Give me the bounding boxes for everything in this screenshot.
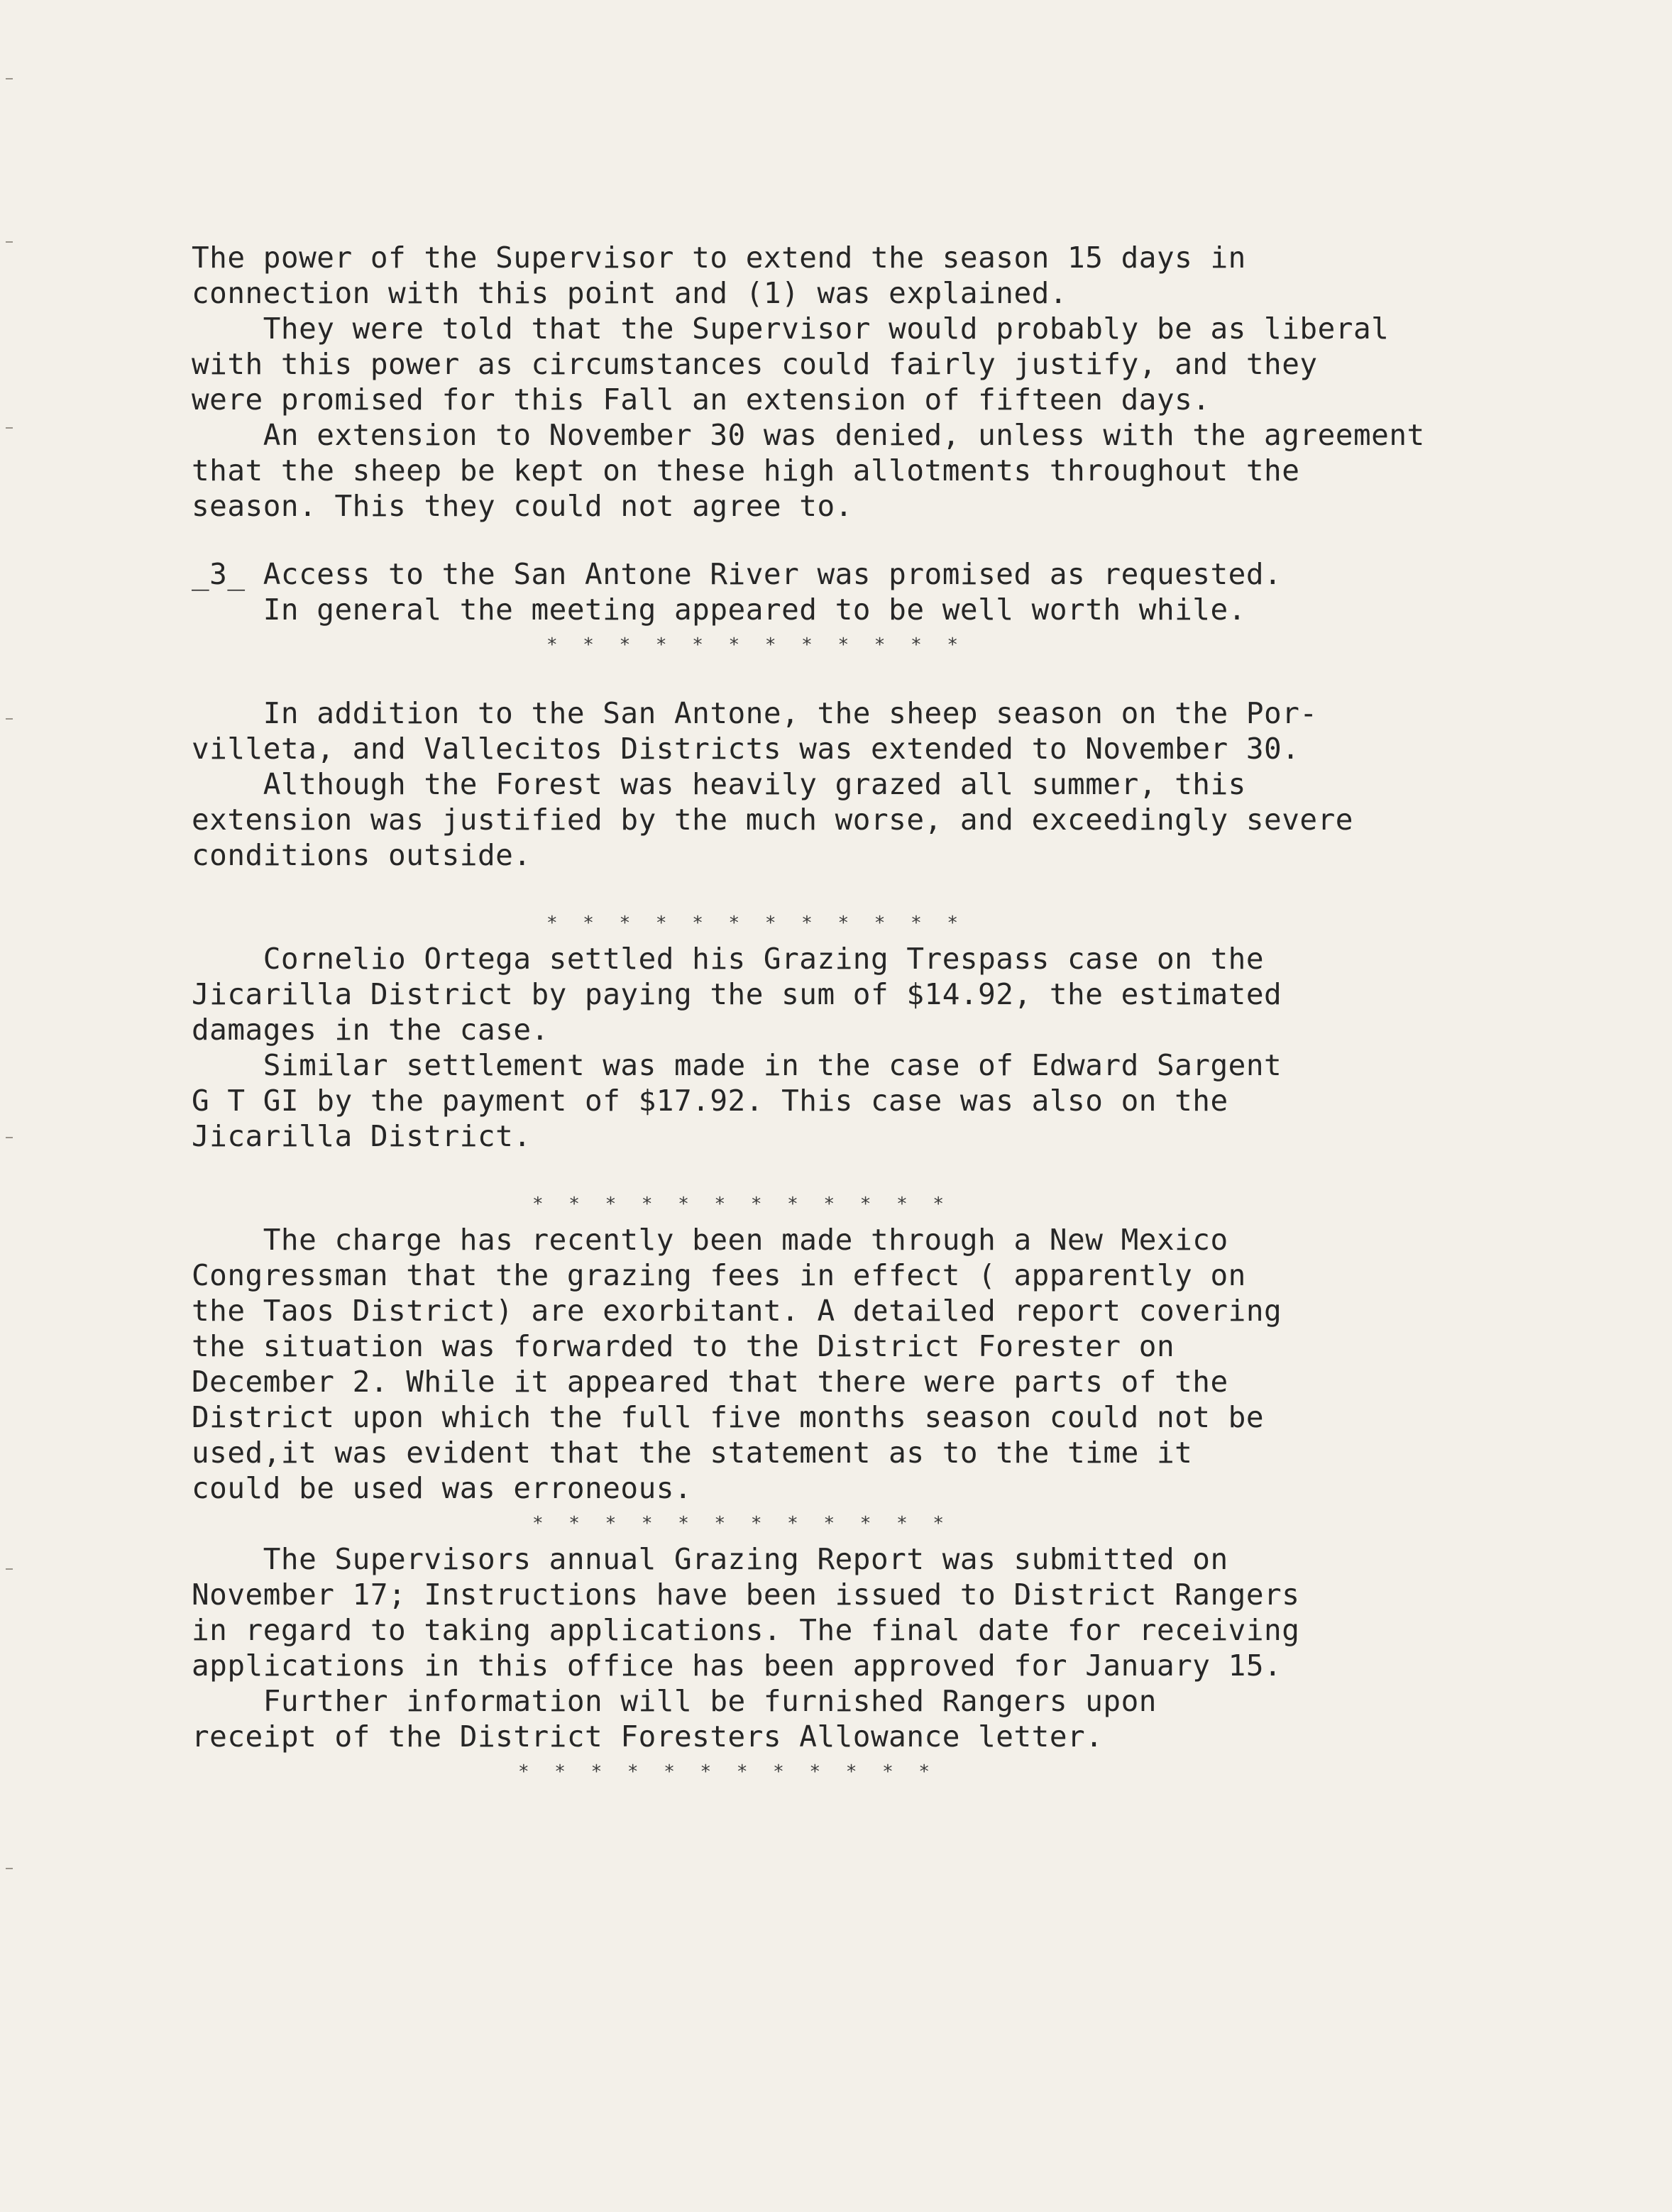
text-line: Similar settlement was made in the case of Edward Sargent — [192, 1048, 1282, 1082]
text-line: damages in the case. — [192, 1013, 549, 1047]
text-line: In addition to the San Antone, the sheep season on the Por- — [192, 696, 1318, 730]
paragraph-season-extension — [192, 240, 1625, 524]
text-line: _3_ Access to the San Antone River was promised as requested. — [192, 557, 1282, 591]
separator-line: * * * * * * * * * * * * — [546, 913, 966, 934]
text-line: The Supervisors annual Grazing Report was submitted on — [192, 1542, 1228, 1576]
margin-mark — [6, 241, 13, 243]
margin-mark — [6, 78, 13, 79]
margin-mark — [6, 427, 13, 429]
text-line: Further information will be furnished Rangers upon — [192, 1684, 1157, 1718]
separator-line: * * * * * * * * * * * * — [546, 634, 966, 656]
text-line: in regard to taking applications. The final date for receiving — [192, 1613, 1300, 1647]
paragraph-grazing-fees — [192, 1222, 1625, 1506]
text-line: season. This they could not agree to. — [192, 489, 853, 523]
separator-line: * * * * * * * * * * * * — [532, 1513, 952, 1534]
text-line: District upon which the full five months season could not be — [192, 1400, 1265, 1434]
margin-mark — [6, 718, 13, 720]
text-line: Although the Forest was heavily grazed all summer, this — [192, 767, 1246, 801]
text-line: An extension to November 30 was denied, unless with the agreement — [192, 418, 1425, 452]
text-line: were promised for this Fall an extension of fifteen days. — [192, 383, 1211, 417]
text-line: Jicarilla District by paying the sum of $14.92, the estimated — [192, 977, 1282, 1011]
separator-line: * * * * * * * * * * * * — [518, 1761, 937, 1783]
text-line: connection with this point and (1) was explained. — [192, 276, 1068, 310]
margin-mark — [6, 1868, 13, 1869]
separator-line: * * * * * * * * * * * * — [532, 1194, 952, 1215]
text-line: extension was justified by the much worse, and exceedingly severe — [192, 803, 1353, 837]
paragraph-trespass-cases — [192, 941, 1625, 1154]
text-line: villeta, and Vallecitos Districts was extended to November 30. — [192, 732, 1300, 766]
text-line: The power of the Supervisor to extend the season 15 days in — [192, 241, 1246, 275]
text-line: November 17; Instructions have been issued to District Rangers — [192, 1578, 1300, 1612]
typescript-body — [192, 240, 1625, 1790]
text-line: used,it was evident that the statement as to the time it — [192, 1436, 1193, 1470]
paragraph-river-access — [192, 556, 1625, 627]
margin-mark — [6, 1137, 13, 1138]
paragraph-grazing-report — [192, 1541, 1625, 1754]
margin-mark — [6, 1568, 13, 1570]
text-line: the Taos District) are exorbitant. A detailed report covering — [192, 1294, 1282, 1328]
text-line: They were told that the Supervisor would probably be as liberal — [192, 312, 1390, 346]
text-line: G T GI by the payment of $17.92. This case was also on the — [192, 1084, 1228, 1118]
text-line: Jicarilla District. — [192, 1119, 532, 1153]
text-line: December 2. While it appeared that there were parts of the — [192, 1365, 1228, 1399]
text-line: receipt of the District Foresters Allowance letter. — [192, 1719, 1104, 1754]
text-line: the situation was forwarded to the District Forester on — [192, 1329, 1175, 1363]
text-line: conditions outside. — [192, 838, 532, 872]
paragraph-district-extension — [192, 695, 1625, 873]
text-line: Congressman that the grazing fees in effect ( apparently on — [192, 1258, 1246, 1292]
text-line: with this power as circumstances could fairly justify, and they — [192, 347, 1318, 381]
text-line: In general the meeting appeared to be well worth while. — [192, 593, 1246, 627]
text-line: that the sheep be kept on these high allotments throughout the — [192, 453, 1300, 488]
text-line: Cornelio Ortega settled his Grazing Trespass case on the — [192, 942, 1265, 976]
text-line: applications in this office has been approved for January 15. — [192, 1649, 1282, 1683]
text-line: could be used was erroneous. — [192, 1471, 693, 1505]
text-line: The charge has recently been made through a New Mexico — [192, 1223, 1228, 1257]
